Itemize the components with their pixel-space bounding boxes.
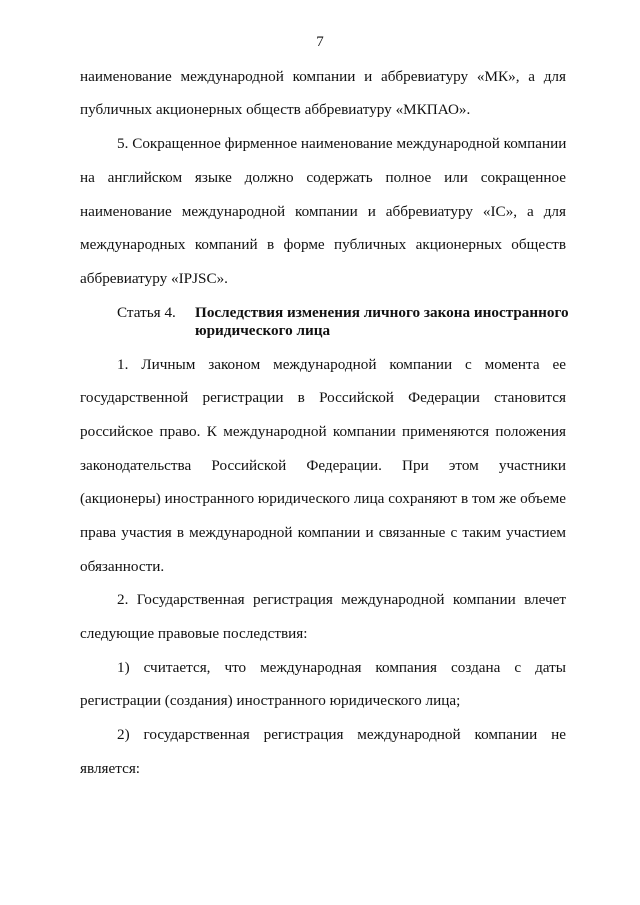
paragraph-line: обязанности.	[80, 558, 165, 575]
article-title-line: Последствия изменения личного закона иностранного	[195, 304, 569, 321]
paragraph-line: законодательства Российской Федерации. При этом участники	[80, 457, 566, 474]
page-number: 7	[316, 34, 324, 50]
paragraph-line: (акционеры) иностранного юридического лица сохраняют в том же объеме	[80, 490, 566, 507]
paragraph-line: 2. Государственная регистрация международной компании влечет	[117, 591, 566, 608]
paragraph-line: 2) государственная регистрация международной компании не	[117, 726, 566, 743]
paragraph-line: государственной регистрации в Российской Федерации становится	[80, 389, 566, 406]
paragraph-line: российское право. К международной компании применяются положения	[80, 423, 566, 440]
paragraph-line: 1. Личным законом международной компании с момента ее	[117, 356, 566, 373]
paragraph-line: на английском языке должно содержать полное или сокращенное	[80, 169, 566, 186]
paragraph-line: 1) считается, что международная компания создана с даты	[117, 659, 566, 676]
paragraph-line: права участия в международной компании и связанные с таким участием	[80, 524, 566, 541]
paragraph-line: наименование международной компании и аббревиатуру «IC», а для	[80, 203, 566, 220]
paragraph-line: следующие правовые последствия:	[80, 625, 308, 642]
paragraph-line: 5. Сокращенное фирменное наименование международной компании	[117, 135, 567, 152]
paragraph-line: аббревиатуру «IPJSC».	[80, 270, 228, 287]
paragraph-line: публичных акционерных обществ аббревиатуру «МКПАО».	[80, 101, 471, 118]
article-title-line: юридического лица	[195, 322, 331, 339]
paragraph-line: является:	[80, 760, 141, 777]
paragraph-line: международных компаний в форме публичных акционерных обществ	[80, 236, 566, 253]
article-label: Статья 4.	[117, 304, 176, 321]
paragraph-line: регистрации (создания) иностранного юридического лица;	[80, 692, 461, 709]
paragraph-line: наименование международной компании и аббревиатуру «МК», а для	[80, 68, 566, 85]
